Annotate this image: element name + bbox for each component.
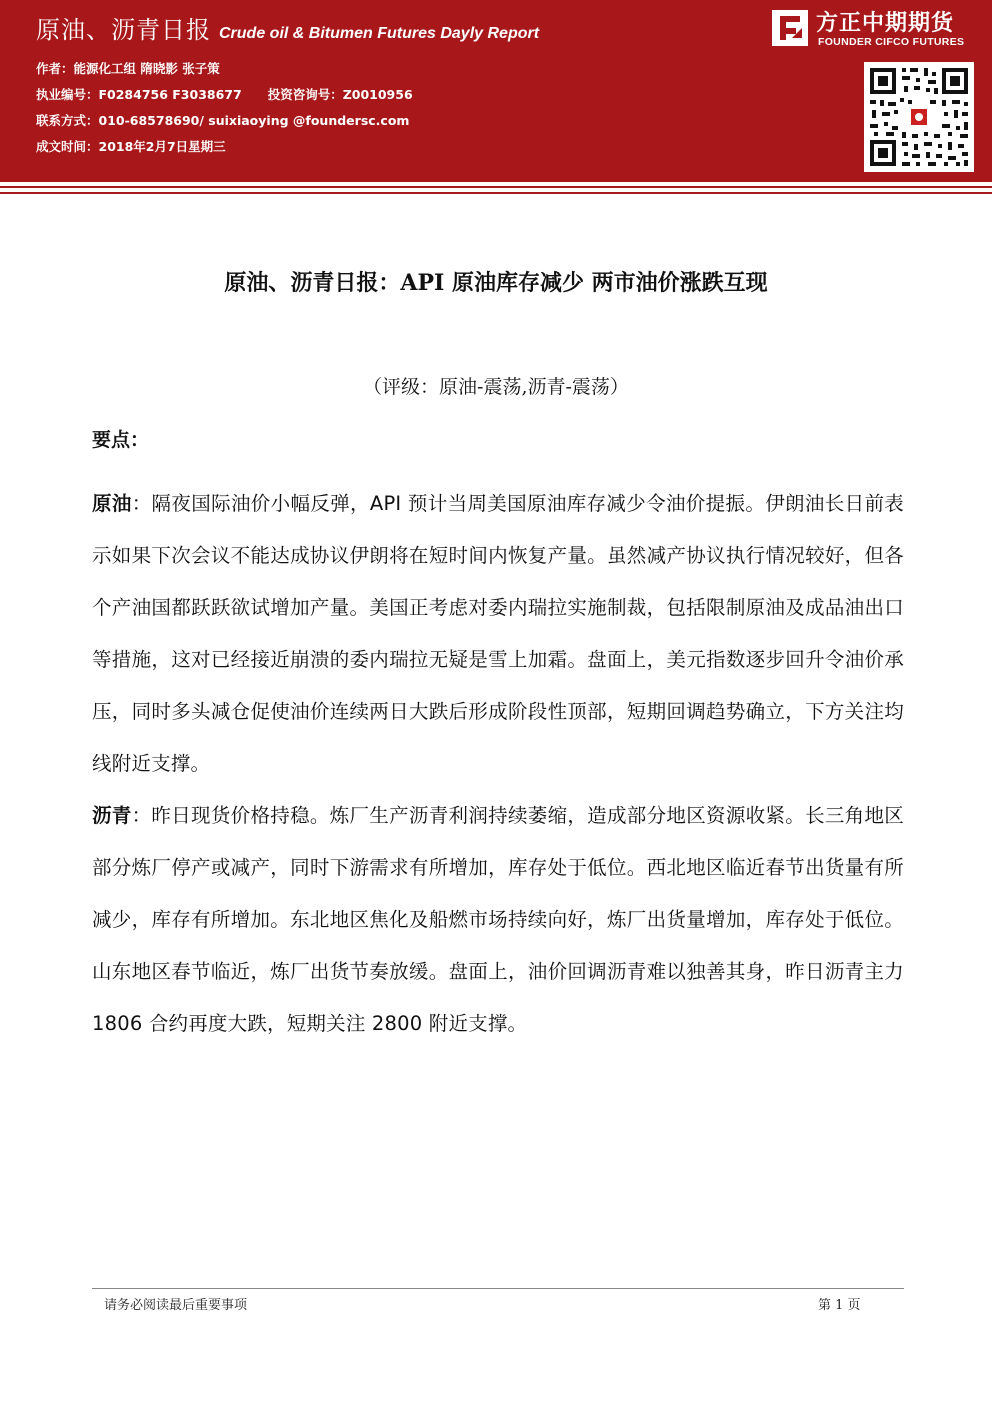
qr-code-icon[interactable] xyxy=(864,62,974,172)
footer-divider xyxy=(92,1288,904,1289)
author-meta xyxy=(36,56,423,160)
consult-number: 投资咨询号：Z0010956 xyxy=(267,87,413,102)
date-line: 成文时间：2018年2月7日星期三 xyxy=(36,139,226,154)
logo-name-en: FOUNDER CIFCO FUTURES xyxy=(818,36,965,48)
contact-line: 联系方式：010-68578690/ suixiaoying @foundersc.com xyxy=(36,113,410,128)
license-number: 执业编号：F0284756 F3038677 xyxy=(36,87,242,102)
header-title-en: Crude oil & Bitumen Futures Dayly Report xyxy=(219,25,540,42)
crude-oil-paragraph xyxy=(92,478,904,790)
bitumen-lead: 沥青 xyxy=(92,804,132,827)
logo-name-cn: 方正中期期货 xyxy=(816,11,955,36)
header-title-cn: 原油、沥青日报 xyxy=(36,16,211,44)
bitumen-paragraph xyxy=(92,790,904,1050)
report-rating: （评级：原油-震荡,沥青-震荡） xyxy=(363,376,629,398)
founder-logo-icon xyxy=(770,8,810,48)
report-title: 原油、沥青日报：API 原油库存减少 两市油价涨跌互现 xyxy=(224,270,768,296)
header-divider xyxy=(0,186,992,188)
footer-notice: 请务必阅读最后重要事项 xyxy=(104,1298,248,1313)
author-line: 作者：能源化工组 隋晓影 张子策 xyxy=(36,61,220,76)
header-title xyxy=(36,10,539,45)
header-divider-secondary xyxy=(0,192,992,194)
bitumen-text: ：昨日现货价格持稳。炼厂生产沥青利润持续萎缩，造成部分地区资源收紧。长三角地区部分炼厂停产或减产，同时下游需求有所增加，库存处于低位。西北地区临近春节出货量有所减少，库存有所增加。东北地区焦化及船燃市场持续向好，炼厂出货量增加，库存处于低位。山东地区春节临近，炼厂出货节奏放缓。盘面上，油价回调沥青难以独善其身，昨日沥青主力 1806 合约再度大跌，短期关注 2800 附近支撑。 xyxy=(92,804,904,1035)
keypoints-heading: 要点： xyxy=(92,429,150,451)
crude-oil-lead: 原油 xyxy=(92,492,132,515)
crude-oil-text: ：隔夜国际油价小幅反弹，API 预计当周美国原油库存减少令油价提振。伊朗油长日前表示如果下次会议不能达成协议伊朗将在短时间内恢复产量。虽然减产协议执行情况较好，但各个产油国都跃跃欲试增加产量。美国正考虑对委内瑞拉实施制裁，包括限制原油及成品油出口等措施，这对已经接近崩溃的委内瑞拉无疑是雪上加霜。盘面上，美元指数逐步回升令油价承压，同时多头减仓促使油价连续两日大跌后形成阶段性顶部，短期回调趋势确立，下方关注均线附近支撑。 xyxy=(92,492,904,775)
report-header xyxy=(0,0,992,182)
license-line xyxy=(36,82,423,108)
page-number: 第 1 页 xyxy=(818,1298,861,1313)
company-logo xyxy=(770,4,984,54)
